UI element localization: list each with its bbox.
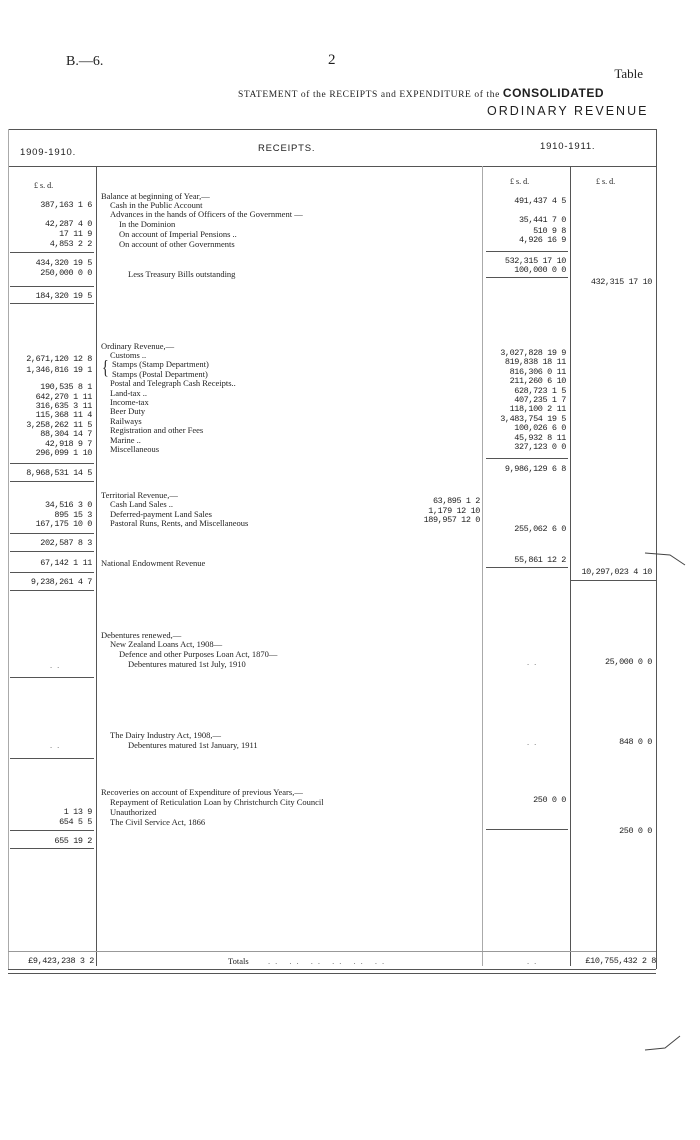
revenue-total: 10,297,023 4 10	[581, 567, 652, 577]
ordinary-item-prev: 3,258,262 11 5	[26, 419, 92, 430]
col-detail-rule	[482, 166, 483, 966]
territorial-item-prev: 167,175 10 0	[35, 519, 92, 529]
ordinary-item-curr: 407,235 1 7	[514, 395, 566, 405]
debentures-act2: Defence and other Purposes Loan Act, 1870—	[119, 649, 278, 659]
rule	[486, 567, 568, 568]
ordinary-item-curr: 327,123 0 0	[514, 442, 566, 452]
totals-bottom-rule	[8, 973, 656, 974]
territorial-total-prev: 202,587 8 3	[40, 538, 92, 548]
territorial-item-prev: 895 15 3	[54, 509, 92, 520]
statement-bold: CONSOLIDATED	[502, 86, 605, 100]
territorial-item-sub: 63,895 1 2	[432, 496, 480, 506]
totals-prev: £9,423,238 3 2	[28, 956, 94, 966]
dominion-prev: 42,287 4 0	[44, 219, 92, 229]
territorial-item-label: Deferred-payment Land Sales	[110, 508, 212, 519]
ordinary-item-prev: 190,535 8 1	[40, 382, 92, 393]
ordinary-item-curr: 3,027,828 19 9	[500, 348, 566, 358]
left-rule	[8, 129, 9, 969]
ordinary-item-label: Stamps (Postal Department)	[112, 368, 208, 379]
rule	[486, 458, 568, 459]
revenue-prev-total: 9,238,261 4 7	[30, 577, 92, 587]
ordinary-total-curr: 9,986,129 6 8	[504, 464, 566, 474]
territorial-item-sub: 189,957 12 0	[423, 515, 480, 525]
ordinary-total-prev: 8,968,531 14 5	[26, 468, 92, 478]
statement-title	[238, 86, 604, 100]
lsd-curr: £ s. d.	[510, 177, 530, 186]
ordinary-item-prev: 296,099 1 10	[35, 448, 92, 458]
rule	[10, 463, 94, 464]
ordinary-item-prev: 115,368 11 4	[35, 410, 92, 421]
treasury-label: Less Treasury Bills outstanding	[128, 269, 236, 279]
rule	[10, 758, 94, 759]
territorial-item-label: Pastoral Runs, Rents, and Miscellaneous	[110, 518, 249, 528]
ordinary-item-prev: 42,918 9 7	[44, 438, 92, 449]
cash-prev: 387,163 1 6	[40, 200, 92, 210]
ordinary-item-label: Postal and Telegraph Cash Receipts..	[110, 378, 236, 389]
territorial-item-prev: 34,516 3 0	[44, 500, 92, 510]
header-curr-year: 1910-1911.	[540, 141, 596, 152]
cash-label: Cash in the Public Account	[110, 200, 203, 210]
header-bottom-rule	[8, 166, 656, 167]
header-receipts: RECEIPTS.	[258, 143, 316, 154]
unauthorized-label: Unauthorized	[110, 807, 157, 817]
ordinary-heading: Ordinary Revenue,—	[101, 341, 175, 351]
ordinary-item-curr: 211,260 6 10	[509, 376, 566, 387]
lsd-total: £ s. d.	[596, 177, 616, 186]
rule	[570, 580, 656, 581]
dominion-curr: 35,441 7 0	[518, 215, 566, 225]
endowment-curr: 55,861 12 2	[514, 555, 566, 565]
dairy-matured: Debentures matured 1st January, 1911	[128, 740, 258, 750]
dots: ..	[527, 657, 542, 667]
totals-curr: £10,755,432 2 8	[585, 956, 656, 966]
ordinary-item-curr: 819,838 18 11	[504, 357, 566, 368]
dairy-total: 848 0 0	[619, 737, 652, 747]
statement-prefix: STATEMENT of the RECEIPTS and EXPENDITURE of the	[238, 90, 500, 100]
other-gov-prev: 4,853 2 2	[49, 239, 92, 249]
recoveries-total-prev: 655 19 2	[54, 836, 92, 846]
treasury-prev: 250,000 0 0	[40, 268, 92, 278]
ordinary-item-label: Stamps (Stamp Department)	[112, 359, 209, 370]
imperial-label: On account of Imperial Pensions ..	[119, 229, 237, 239]
balance-net-prev: 184,320 19 5	[35, 291, 92, 301]
endowment-label: National Endowment Revenue	[101, 558, 206, 568]
rule	[10, 848, 94, 849]
dots: ..	[50, 660, 65, 670]
ordinary-item-curr: 100,026 6 0	[514, 423, 566, 434]
recoveries-heading: Recoveries on account of Expenditure of previous Years,—	[101, 787, 303, 797]
other-gov-curr: 4,926 16 9	[518, 235, 566, 245]
balance-subtotal-prev: 434,320 19 5	[35, 258, 92, 268]
dots: ..	[527, 737, 542, 747]
ordinary-item-curr: 816,306 0 11	[509, 366, 566, 377]
table-label: Table	[614, 66, 643, 81]
table-top-rule	[8, 129, 656, 130]
table-bottom-rule	[8, 969, 656, 970]
rule	[10, 590, 94, 591]
ordinary-item-curr: 118,100 2 11	[509, 404, 566, 415]
rule	[10, 286, 94, 287]
rule	[486, 251, 568, 252]
ordinary-revenue-title: ORDINARY REVENUE	[487, 104, 649, 118]
document-reference: B.—6.	[66, 54, 104, 69]
page-number: 2	[328, 52, 336, 68]
debentures-matured: Debentures matured 1st July, 1910	[128, 659, 246, 669]
rule	[10, 677, 94, 678]
ordinary-item-curr: 45,932 8 11	[514, 432, 566, 443]
ordinary-item-label: Customs ..	[110, 350, 147, 360]
ordinary-item-label: Land-tax ..	[110, 387, 148, 398]
scan-mark-icon	[640, 1030, 690, 1060]
other-gov-label: On account of other Governments	[119, 239, 235, 249]
dots: .. .. .. .. .. ..	[268, 956, 390, 966]
endowment-prev: 67,142 1 11	[40, 558, 92, 568]
repayment-curr: 250 0 0	[533, 795, 566, 805]
col-prev-rule	[96, 166, 97, 966]
debentures-total: 25,000 0 0	[604, 657, 652, 667]
rule	[486, 829, 568, 830]
ordinary-item-curr: 3,483,754 19 5	[500, 413, 566, 424]
civil-service-prev: 654 5 5	[59, 817, 92, 827]
ordinary-item-prev: 316,635 3 11	[35, 401, 92, 411]
rule	[10, 551, 94, 552]
imperial-curr: 510 9 8	[533, 226, 566, 236]
stamps-combined-prev: 1,346,816 19 1	[26, 365, 92, 375]
ordinary-item-prev: 642,270 1 11	[35, 391, 92, 402]
recoveries-total: 250 0 0	[619, 826, 652, 836]
rule	[10, 572, 94, 573]
ordinary-item-label: Beer Duty	[110, 406, 146, 417]
ordinary-item-label: Registration and other Fees	[110, 425, 204, 436]
advances-label: Advances in the hands of Officers of the Government —	[110, 209, 303, 219]
ordinary-item-label: Railways	[110, 415, 142, 426]
dominion-label: In the Dominion	[119, 219, 176, 229]
debentures-heading: Debentures renewed,—	[101, 630, 182, 640]
balance-subtotal-curr: 532,315 17 10	[504, 256, 566, 266]
rule	[10, 533, 94, 534]
rule	[10, 252, 94, 253]
ordinary-item-curr: 628,723 1 5	[514, 385, 566, 396]
treasury-curr: 100,000 0 0	[514, 265, 566, 275]
ordinary-item-label: Marine ..	[110, 434, 141, 445]
territorial-heading: Territorial Revenue,—	[101, 490, 178, 500]
scan-mark-icon	[640, 535, 690, 575]
territorial-item-sub: 1,179 12 10	[428, 505, 480, 516]
balance-net-total: 432,315 17 10	[590, 277, 652, 287]
lsd-prev: £ s. d.	[34, 181, 54, 190]
ordinary-item-prev: 2,671,120 12 8	[26, 354, 92, 364]
dairy-act: The Dairy Industry Act, 1908,—	[110, 730, 221, 740]
territorial-total-curr: 255,062 6 0	[514, 524, 566, 534]
totals-top-rule	[8, 951, 656, 952]
dots: ..	[50, 740, 65, 750]
stamps-brace: {	[102, 358, 109, 380]
ordinary-item-label: Miscellaneous	[110, 444, 160, 454]
repayment-label: Repayment of Reticulation Loan by Christchurch City Council	[110, 797, 324, 807]
rule	[10, 303, 94, 304]
civil-service-label: The Civil Service Act, 1866	[110, 817, 206, 827]
ordinary-item-prev: 88,304 14 7	[40, 429, 92, 440]
balance-heading: Balance at beginning of Year,—	[101, 191, 210, 201]
rule	[486, 277, 568, 278]
totals-label: Totals	[228, 956, 249, 966]
dots: ..	[527, 956, 542, 966]
rule	[10, 830, 94, 831]
ordinary-item-label: Income-tax	[110, 397, 149, 407]
territorial-item-label: Cash Land Sales ..	[110, 499, 174, 509]
unauthorized-prev: 1 13 9	[63, 807, 92, 817]
header-prev-year: 1909-1910.	[20, 147, 77, 158]
debentures-act1: New Zealand Loans Act, 1908—	[110, 639, 223, 649]
col-curr-rule	[570, 166, 571, 966]
cash-curr: 491,437 4 5	[514, 196, 566, 206]
rule	[10, 481, 94, 482]
imperial-prev: 17 11 9	[59, 229, 92, 239]
